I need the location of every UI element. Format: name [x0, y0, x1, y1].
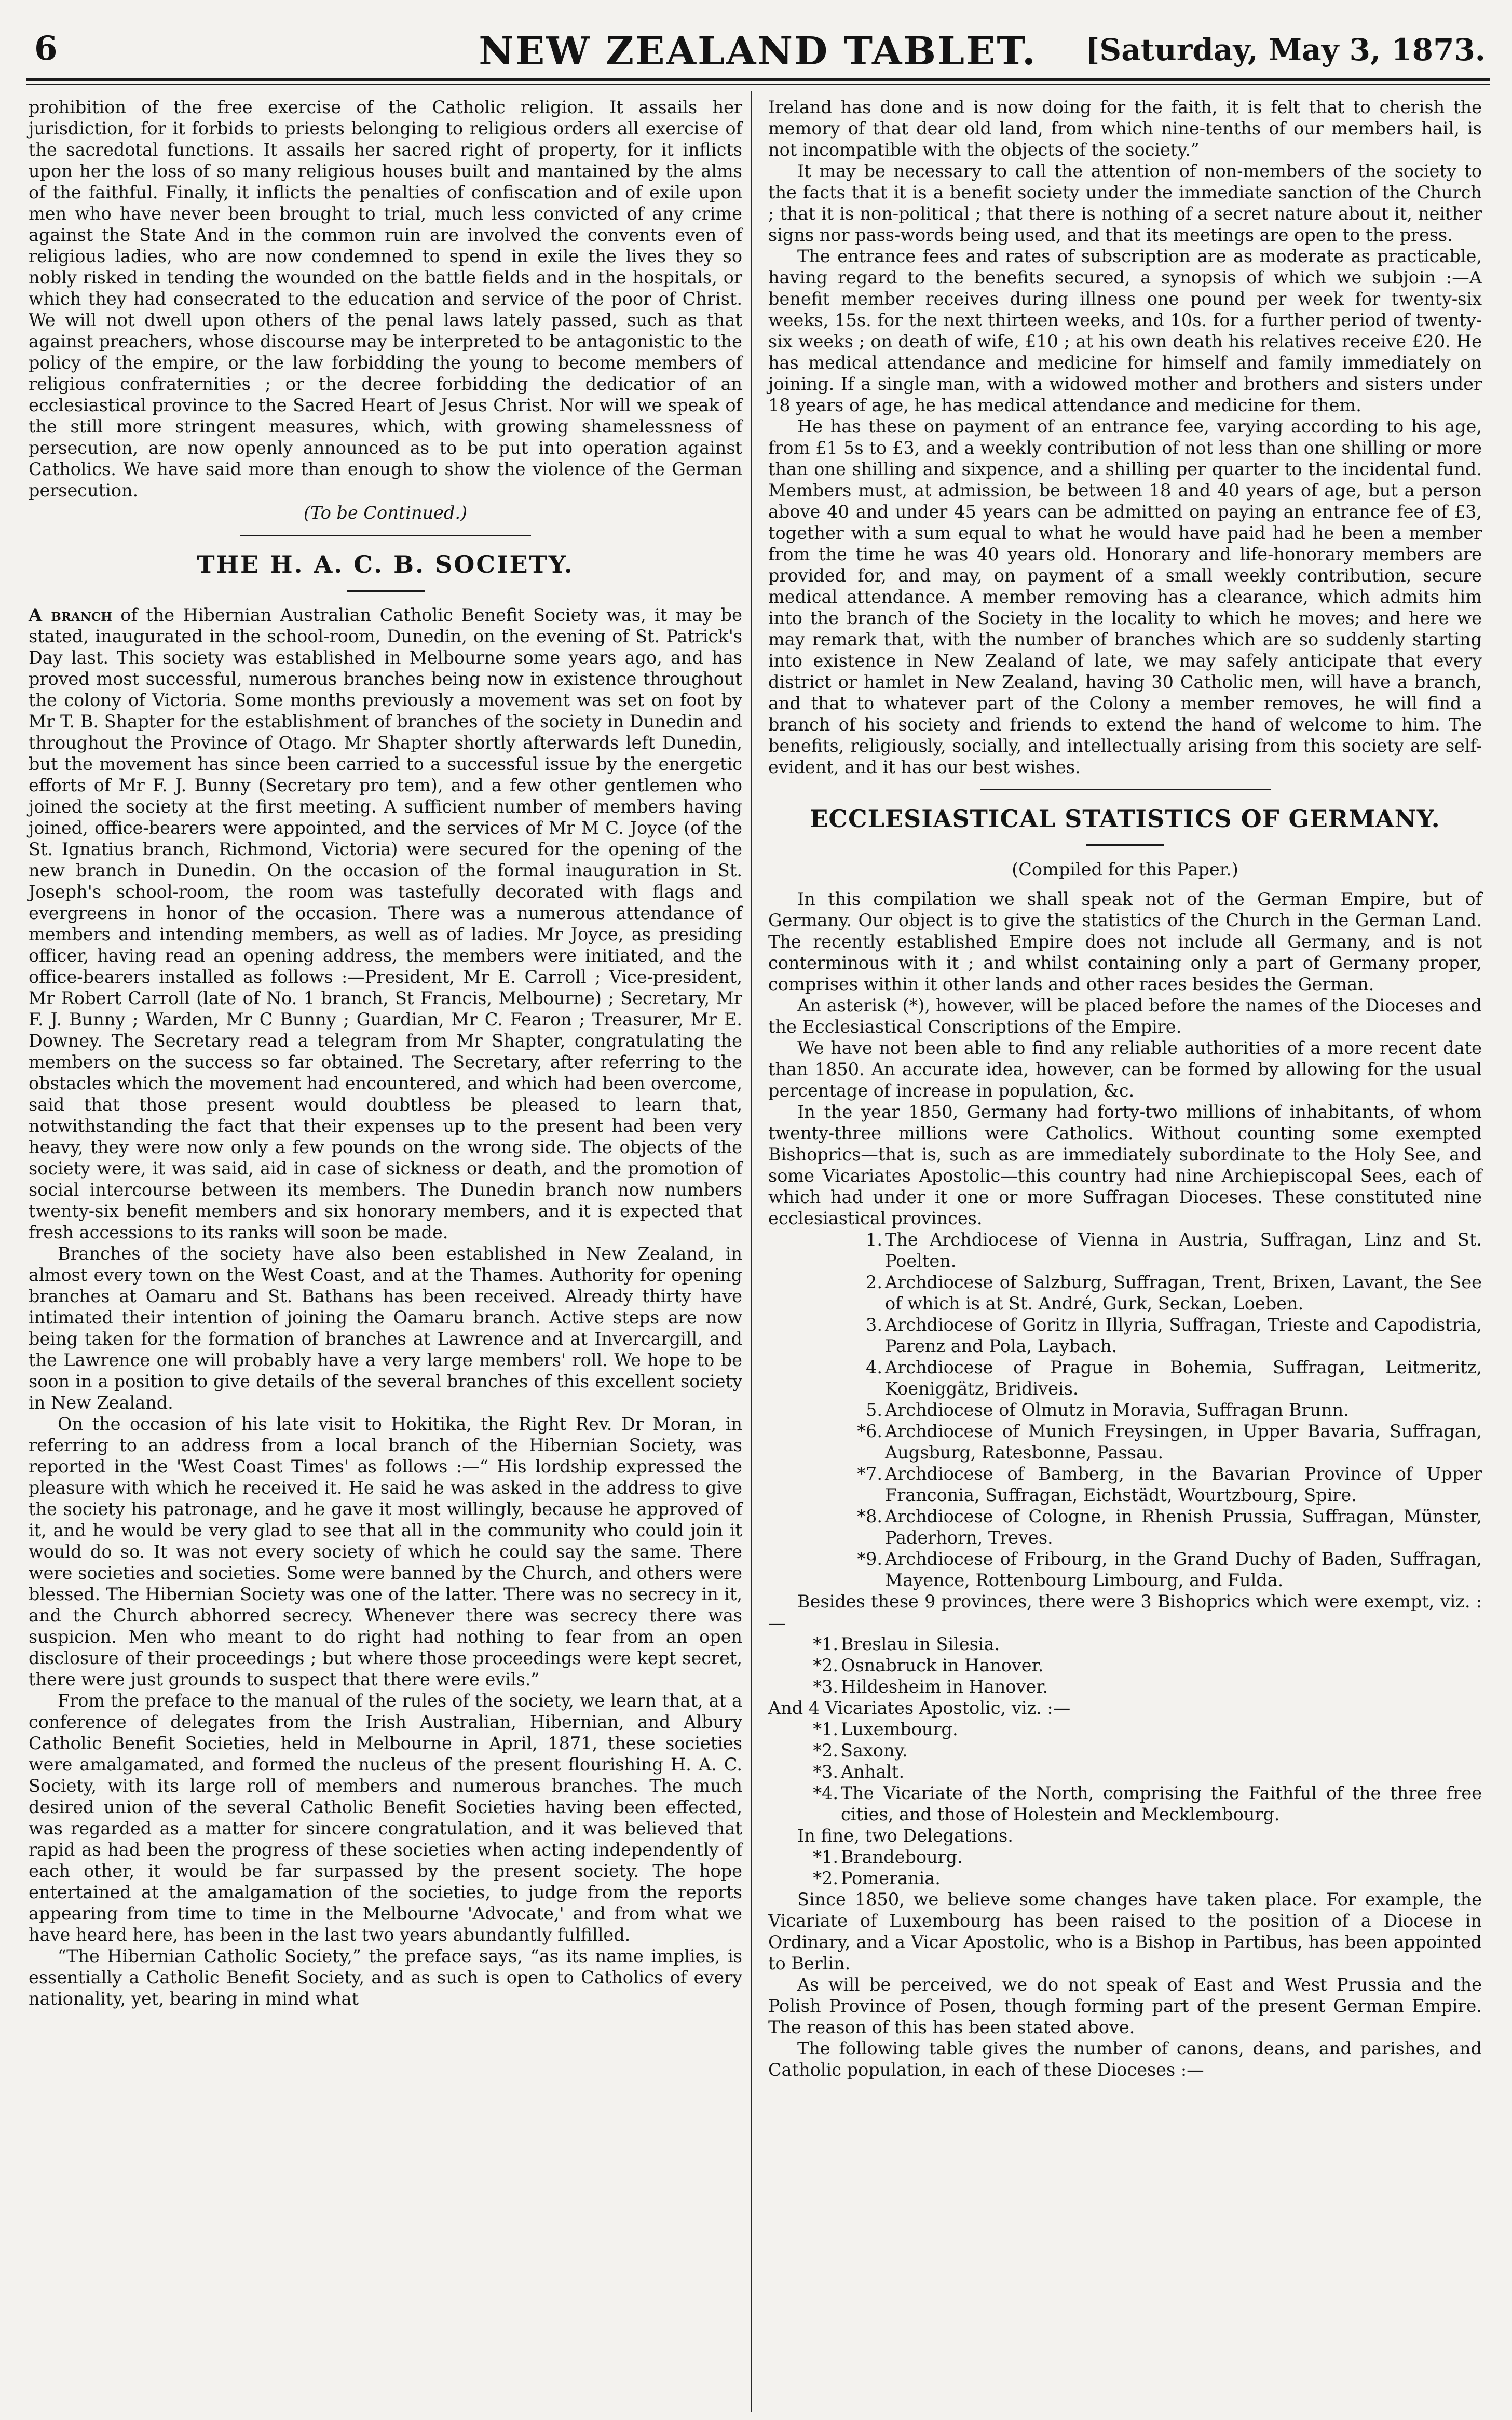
paragraph-table: The following table gives the number of canons, deans, and parishes, and Catholic population, in each of these Dioceses :—	[768, 2038, 1482, 2080]
list-marker: *9.	[857, 1549, 882, 1569]
paragraph-branch	[29, 604, 742, 1243]
column-divider	[751, 91, 752, 2412]
paragraph-ireland: Ireland has done and is now doing for the faith, it is felt that to cherish the memory of that dear old land, from which nine-tenths of our members hail, is not incompatible with the objects of the society.”	[768, 97, 1482, 160]
list-item-text: Archdiocese of Munich Freysingen, in Upper Bavaria, Suffragan, Augsburg, Ratesbonne, Passau.	[885, 1421, 1482, 1463]
paragraph-since: Since 1850, we believe some changes have taken place. For example, the Vicariate of Luxembourg has been raised to the position of a Diocese in Ordinary, and a Vicar Apostolic, who is a Bishop in Partibus, has been appointed to Berlin.	[768, 1889, 1482, 1973]
list-item	[768, 1272, 1482, 1314]
list-item-text: Archdiocese of Salzburg, Suffragan, Trent, Brixen, Lavant, the See of which is at St. André, Gurk, Seckan, Loeben.	[885, 1272, 1482, 1314]
list-item	[768, 1782, 1482, 1825]
paragraph-payment: He has these on payment of an entrance fee, varying according to his age, from £1 5s to £3, and a weekly contribution of not less than one shilling or more than one shilling and sixpence, and a shilling per quarter to the incidental fund. Members must, at admission, be between 18 and 40 years of age, but a person above 40 and under 45 years can be admitted on paying an entrance fee of £3, together with a sum equal to what he would have paid had he been a member from the time he was 40 years old. Honorary and life-honorary members are provided for, and may, on payment of a small weekly contribution, secure medical attendance. A member removing has a clearance, which admits him into the branch of the Society in the locality to which he moves; and here we may remark that, with the number of branches which are so suddenly starting into existence in New Zealand of late, we may safely anticipate that every district or hamlet in New Zealand, having 30 Catholic men, will have a branch, and that to whatever part of the Colony a member removes, he will find a branch of his society and friends to extend the hand of welcome to him. The benefits, religiously, socially, and intellectually arising from this society are self-evident, and it has our best wishes.	[768, 416, 1482, 777]
list-marker: *3.	[813, 1762, 838, 1782]
list-item	[768, 1399, 1482, 1421]
list-item-text: Saxony.	[841, 1740, 908, 1761]
masthead-rule-thin	[26, 84, 1490, 85]
list-item	[768, 1357, 1482, 1399]
list-marker: 5.	[866, 1400, 882, 1420]
newspaper-title: NEW ZEALAND TABLET.	[479, 29, 1037, 74]
compiled-note: (Compiled for this Paper.)	[1012, 859, 1238, 880]
paragraph-fees: The entrance fees and rates of subscription are as moderate as practicable, having regard to the benefits secured, a synopsis of which we subjoin :—A benefit member receives during illness one pound per week for twenty-six weeks, 15s. for the next thirteen weeks, and 10s. for a further period of twenty-six weeks ; on death of wife, £10 ; at his own death his relatives receive £20. He has medical attendance and medicine for himself and family immediately on joining. If a single man, with a widowed mother and brothers and sisters under 18 years of age, he has medical attendance and medicine for them.	[768, 246, 1482, 415]
list-item-text: Pomerania.	[841, 1868, 941, 1888]
list-item-text: Archdiocese of Goritz in Illyria, Suffragan, Trieste and Capodistria, Parenz and Pola, Laybach.	[885, 1315, 1482, 1356]
paragraph-hibernian: “The Hibernian Catholic Society,” the preface says, “as its name implies, is essentially a Catholic Benefit Society, and as such is open to Catholics of every nationality, yet, bearing in mind what	[29, 1946, 742, 2009]
to-be-continued: (To be Continued.)	[303, 503, 468, 523]
list-item-text: Archdiocese of Cologne, in Rhenish Prussia, Suffragan, Münster, Paderhorn, Treves.	[885, 1506, 1482, 1548]
list-marker: *2.	[813, 1868, 838, 1888]
paragraph-hokitika: On the occasion of his late visit to Hokitika, the Right Rev. Dr Moran, in referring to an address from a local branch of the Hibernian Society, was reported in the 'West Coast Times' as follows :—“ His lordship expressed the pleasure with which he received it. He said he was asked in the address to give the society his patronage, and he gave it most willingly, because he approved of it, and he would be very glad to see that all in the community who could join it would do so. It was not every society of which he could say the same. There were societies and societies. Some were banned by the Church, and others were blessed. The Hibernian Society was one of the latter. There was no secrecy in it, and the Church abhorred secrecy. Whenever there was secrecy there was suspicion. Men who meant to do right had nothing to fear from an open disclosure of their proceedings ; but where those proceedings were kept secret, there were just grounds to suspect that there were evils.”	[29, 1414, 742, 1689]
list-item-text: Osnabruck in Hanover.	[841, 1655, 1044, 1675]
list-item-text: Anhalt.	[841, 1762, 905, 1782]
list-marker: *2.	[813, 1655, 838, 1675]
list-item	[768, 1719, 1482, 1740]
list-item-text: Archdiocese of Bamberg, in the Bavarian Province of Upper Franconia, Suffragan, Eichstädt, Wourtzbourg, Spire.	[885, 1464, 1482, 1505]
delegation-list	[768, 1846, 1482, 1889]
list-marker: 3.	[866, 1315, 882, 1335]
list-marker: *3.	[813, 1677, 838, 1697]
list-item	[768, 1506, 1482, 1548]
list-item-text: Brandebourg.	[841, 1847, 963, 1867]
paragraph-bishoprics: Besides these 9 provinces, there were 3 Bishoprics which were exempt, viz. :—	[768, 1591, 1482, 1633]
statistics-heading: ECCLESIASTICAL STATISTICS OF GERMANY.	[810, 805, 1440, 833]
paragraph-preface: From the preface to the manual of the rules of the society, we learn that, at a conference of delegates from the Irish Australian, Hibernian, and Albury Catholic Benefit Societies, held in Melbourne in April, 1871, these societies were amalgamated, and formed the nucleus of the present flourishing H. A. C. Society, with its large roll of members and numerous branches. The much desired union of the several Catholic Benefit Societies having been effected, was regarded as a matter for sincere congratulation, and it was believed that rapid as had been the progress of these societies when acting independently of each other, it would be far surpassed by the present society. The hope entertained at the amalgamation of the societies, to judge from the reports appearing from time to time in the Melbourne 'Advocate,' and from what we have heard here, has been in the last two years abundantly fulfilled.	[29, 1691, 742, 1945]
list-marker: *8.	[857, 1506, 882, 1526]
list-item	[768, 1868, 1482, 1889]
list-marker: *2.	[813, 1740, 838, 1761]
right-column	[768, 97, 1482, 2080]
article-text-prohibition: prohibition of the free exercise of the Catholic religion. It assails her jurisdiction, for it forbids to priests belonging to religious orders all exercise of the sacredotal functions. It assails her sacred right of property, for it inflicts upon her the loss of so many religious houses built and mantained by the alms of the faithful. Finally, it inflicts the penalties of confiscation and of exile upon men who have never been brought to trial, much less convicted of any crime against the State And in the common ruin are involved the convents even of religious ladies, who are now condemned to spend in exile the lives they so nobly risked in tending the wounded on the battle fields and in the hospitals, or which they had consecrated to the education and service of the poor of Christ. We will not dwell upon others of the penal laws lately passed, such as that against preachers, whose discourse may be interpreted to be antagonistic to the policy of the empire, or the law forbidding the young to become members of religious confraternities ; or the decree forbidding the dedicatior of an ecclesiastical province to the Sacred Heart of Jesus Christ. Nor will we speak of the still more stringent measures, which, with growing shamelessness of persecution, are now openly announced as to be put into operation against Catholics. We have said more than enough to show the violence of the German persecution.	[29, 97, 742, 501]
list-item	[768, 1421, 1482, 1463]
paragraph-lead: A branch	[29, 605, 112, 625]
list-item-text: Hildesheim in Hanover.	[841, 1677, 1048, 1697]
paragraph-asterisk: An asterisk (*), however, will be placed before the names of the Dioceses and the Ecclesiastical Conscriptions of the Empire.	[768, 995, 1482, 1037]
list-marker: *1.	[813, 1634, 838, 1654]
paragraph-1850: In the year 1850, Germany had forty-two millions of inhabitants, of whom twenty-three millions were Catholics. Without counting some exempted Bishoprics—that is, such as are immediately subordinate to the Holy See, and some Vicariates Apostolic—this country had nine Archiepiscopal Sees, each of which had under it one or more Suffragan Dioceses. These constituted nine ecclesiastical provinces.	[768, 1102, 1482, 1228]
list-item-text: Archdiocese of Prague in Bohemia, Suffragan, Leitmeritz, Koeniggätz, Bridiveis.	[885, 1357, 1482, 1399]
list-item	[768, 1229, 1482, 1272]
heading-rule	[1086, 844, 1164, 846]
dateline: [Saturday, May 3, 1873.	[1085, 32, 1486, 67]
list-item-text: Breslau in Silesia.	[841, 1634, 1000, 1654]
section-separator	[980, 789, 1271, 790]
list-item	[768, 1655, 1482, 1676]
list-marker: *6.	[857, 1421, 882, 1441]
list-item	[768, 1548, 1482, 1591]
paragraph-authorities: We have not been able to find any reliable authorities of a more recent date than 1850. An accurate idea, however, can be formed by allowing for the usual percentage of increase in population, &c.	[768, 1038, 1482, 1101]
list-item	[768, 1676, 1482, 1697]
paragraph-branches: Branches of the society have also been established in New Zealand, in almost every town on the West Coast, and at the Thames. Authority for opening branches at Oamaru and St. Bathans has been received. Already thirty have intimated their intention of joining the Oamaru branch. Active steps are now being taken for the formation of branches at Lawrence and at Invercargill, and the Lawrence one will probably have a very large members' roll. We hope to be soon in a position to give details of the several branches of this excellent society in New Zealand.	[29, 1243, 742, 1413]
list-marker: 4.	[866, 1357, 882, 1377]
heading-rule	[347, 590, 425, 592]
list-marker: *7.	[857, 1464, 882, 1484]
left-column	[29, 97, 742, 2009]
list-marker: *4.	[813, 1783, 838, 1803]
list-item-text: Archdiocese of Fribourg, in the Grand Duchy of Baden, Suffragan, Mayence, Rottenbourg Limbourg, and Fulda.	[885, 1549, 1482, 1590]
list-item	[768, 1463, 1482, 1506]
paragraph-prussia: As will be perceived, we do not speak of East and West Prussia and the Polish Province of Posen, though forming part of the present German Empire. The reason of this has been stated above.	[768, 1975, 1482, 2037]
list-marker: *1.	[813, 1847, 838, 1867]
list-item-text: The Vicariate of the North, comprising the Faithful of the three free cities, and those of Holestein and Mecklembourg.	[841, 1783, 1482, 1824]
paragraph-compilation: In this compilation we shall speak not of the German Empire, but of Germany. Our object is to give the statistics of the Church in the German Land. The recently established Empire does not include all Germany, and is not conterminous with it ; and whilst containing only a part of Germany proper, comprises within it other lands and other races besides the German.	[768, 889, 1482, 994]
list-item-text: Archdiocese of Olmutz in Moravia, Suffragan Brunn.	[885, 1400, 1349, 1420]
page-number: 6	[34, 29, 58, 68]
list-marker: 2.	[866, 1272, 882, 1292]
masthead-rule-thick	[26, 78, 1490, 81]
paragraph-delegations: In fine, two Delegations.	[797, 1826, 1013, 1846]
list-item-text: The Archdiocese of Vienna in Austria, Suffragan, Linz and St. Poelten.	[885, 1229, 1482, 1271]
list-item	[768, 1633, 1482, 1655]
list-item-text: Luxembourg.	[841, 1719, 958, 1739]
list-item	[768, 1740, 1482, 1761]
archdiocese-list	[768, 1229, 1482, 1591]
list-marker: 1.	[866, 1229, 882, 1250]
vicariate-list	[768, 1719, 1482, 1825]
list-item	[768, 1314, 1482, 1357]
paragraph-branch-text: of the Hibernian Australian Catholic Benefit Society was, it may be stated, inaugurated in the school-room, Dunedin, on the evening of St. Patrick's Day last. This society was established in Melbourne some years ago, and has proved most successful, numerous branches being now in existence throughout the colony of Victoria. Some months previously a movement was set on foot by Mr T. B. Shapter for the establishment of branches of the society in Dunedin and throughout the Province of Otago. Mr Shapter shortly afterwards left Dunedin, but the movement has since been carried to a successful issue by the energetic efforts of Mr F. J. Bunny (Secretary pro tem), and a few other gentlemen who joined the society at the first meeting. A sufficient number of members having joined, office-bearers were appointed, and the services of Mr M C. Joyce (of the St. Ignatius branch, Richmond, Victoria) were secured for the opening of the new branch in Dunedin. On the occasion of the formal inauguration in St. Joseph's school-room, the room was tastefully decorated with flags and evergreens in honor of the occasion. There was a numerous attendance of members and intending members, as well as of ladies. Mr Joyce, as presiding officer, having read an opening address, the members were initiated, and the office-bearers installed as follows :—President, Mr E. Carroll ; Vice-president, Mr Robert Carroll (late of No. 1 branch, St Francis, Melbourne) ; Secretary, Mr F. J. Bunny ; Warden, Mr C Bunny ; Guardian, Mr C. Fearon ; Treasurer, Mr E. Downey. The Secretary read a telegram from Mr Shapter, congratulating the members on the success so far obtained. The Secretary, after referring to the obstacles which the movement had encountered, and which had been overcome, said that those present would doubtless be pleased to learn that, notwithstanding the fact that their expenses up to the present had been very heavy, they were now only a few pounds on the wrong side. The objects of the society were, it was said, aid in case of sickness or death, and the promotion of social intercourse between its members. The Dunedin branch now numbers twenty-six benefit members and six honorary members, and it is expected that fresh accessions to its ranks will soon be made.	[29, 605, 742, 1242]
society-heading: THE H. A. C. B. SOCIETY.	[197, 550, 574, 578]
section-separator	[240, 535, 531, 536]
list-item	[768, 1761, 1482, 1782]
paragraph-vicariates: And 4 Vicariates Apostolic, viz. :—	[768, 1698, 1071, 1718]
list-marker: *1.	[813, 1719, 838, 1739]
paragraph-attention: It may be necessary to call the attention of non-members of the society to the facts that it is a benefit society under the immediate sanction of the Church ; that it is non-political ; that there is nothing of a secret nature about it, neither signs nor pass-words being used, and that its meetings are open to the press.	[768, 161, 1482, 245]
list-item	[768, 1846, 1482, 1868]
bishopric-list	[768, 1633, 1482, 1697]
